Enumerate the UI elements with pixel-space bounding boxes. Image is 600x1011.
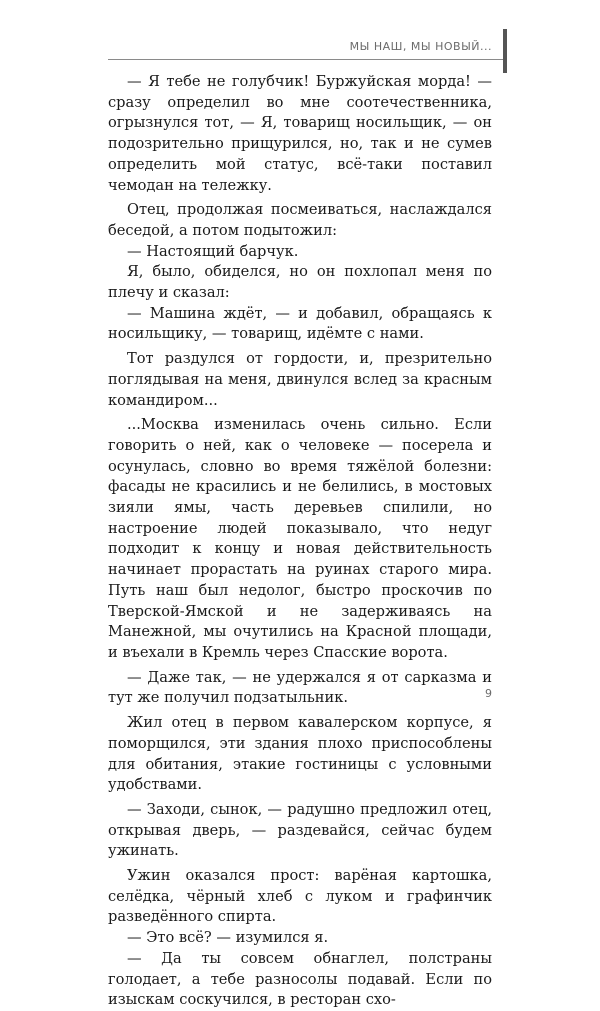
paragraph-11: Ужин оказался прост: варёная картошка, селёдка, чёрный хлеб с луком и графинчик разведённого спирта. xyxy=(108,867,492,926)
paragraph-7: ...Москва изменилась очень сильно. Если говорить о ней, как о человеке — посерела и осунулась, словно во время тяжёлой болезни: фасады не красились и не белились, в мостовых зияли ямы, часть деревьев спилили, но настроение людей показывало, что недуг подходит к концу и новая действительность начинает прорастать на руинах старого мира. Путь наш был недолог, быстро проскочив по Тверской-Ямской и не задерживаясь на Манежной, мы очутились на Красной площади, и въехали в Кремль через Спасские ворота. xyxy=(108,416,492,661)
paragraph-2: Отец, продолжая посмеиваться, наслаждался беседой, а потом подытожил: xyxy=(108,201,492,239)
paragraph-5: — Машина ждёт, — и добавил, обращаясь к носильщику, — товарищ, идёмте с нами. xyxy=(108,304,492,343)
page-number: 9 xyxy=(485,687,492,700)
paragraph-6: Тот раздулся от гордости, и, презрительно поглядывая на меня, двинулся вслед за красным командиром... xyxy=(108,350,492,409)
paragraph-8: — Даже так, — не удержался я от сарказма и тут же получил подзатыльник. xyxy=(108,668,492,707)
paragraph-4: Я, было, обиделся, но он похлопал меня по плечу и сказал: xyxy=(108,263,492,302)
paragraph-3: — Настоящий барчук. xyxy=(127,242,299,260)
paragraph-1: — Я тебе не голубчик! Буржуйская морда! — сразу определил во мне соотечественника, огрызнулся тот, — Я, товарищ носильщик, — он подозрительно прищурился, но, так и не сумев определить мой статус, всё-таки поставил чемодан на тележку. xyxy=(108,73,492,194)
paragraph-13: — Да ты совсем обнаглел, полстраны голодает, а тебе разносолы подавай. Если по изыскам соскучился, в ресторан схо- xyxy=(108,949,492,1009)
paragraph-12: — Это всё? — изумился я. xyxy=(127,929,329,947)
body-text xyxy=(108,72,492,1011)
running-head: МЫ НАШ, МЫ НОВЫЙ... xyxy=(349,40,492,53)
paragraph-10: — Заходи, сынок, — радушно предложил отец, открывая дверь, — раздевайся, сейчас будем ужинать. xyxy=(108,800,492,860)
header-rule xyxy=(108,59,504,60)
paragraph-9: Жил отец в первом кавалерском корпусе, я поморщился, эти здания плохо приспособлены для обитания, этакие гостиницы с условными удобствами. xyxy=(108,714,492,794)
header-bar-mark xyxy=(503,29,507,73)
